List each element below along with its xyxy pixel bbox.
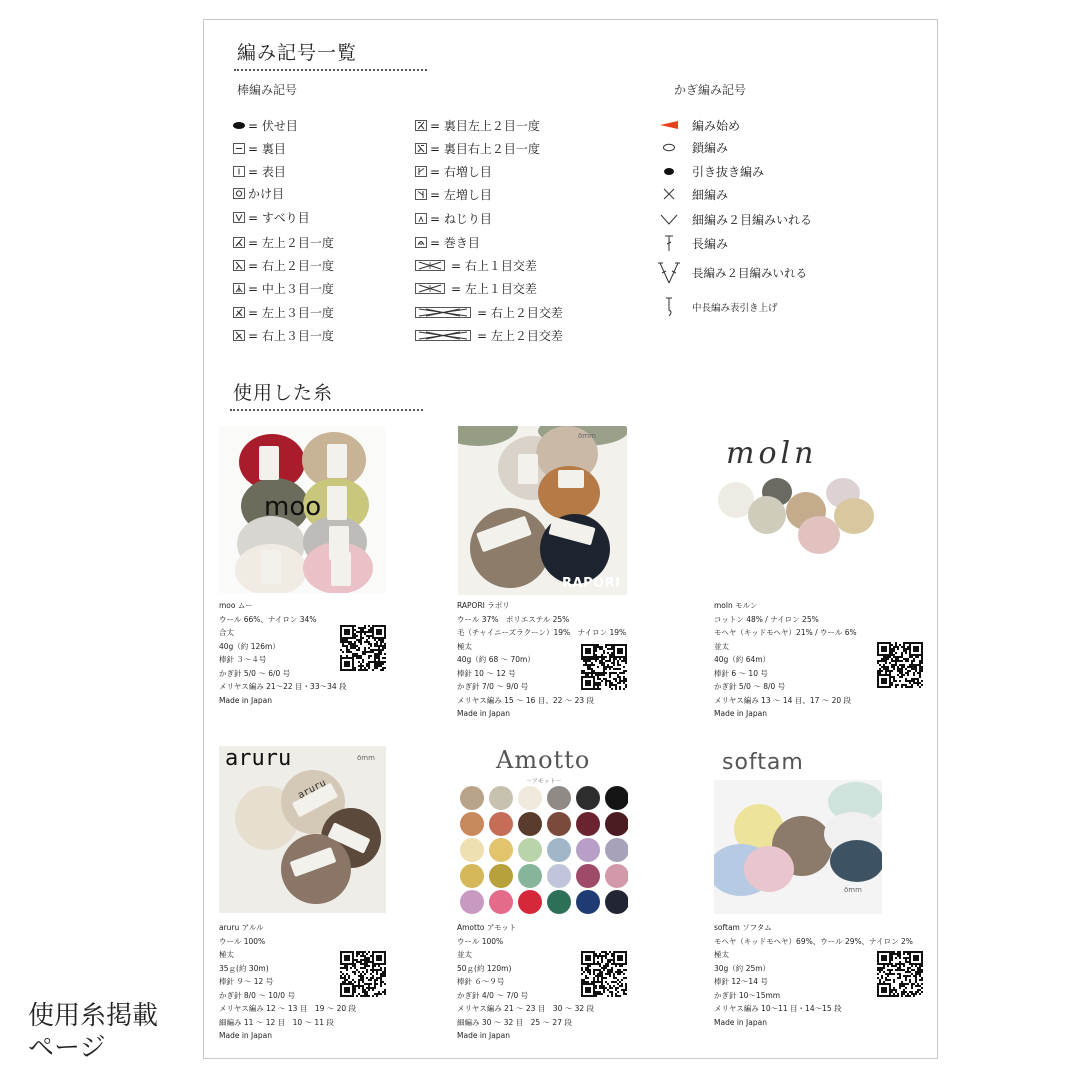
color-swatch-grid bbox=[456, 784, 628, 918]
knit-symbol-row bbox=[415, 234, 480, 250]
chain-stitch-icon bbox=[654, 143, 684, 152]
knit-symbol-row bbox=[233, 280, 334, 296]
crochet-symbol-row bbox=[654, 185, 728, 203]
symbol-label: = 中上３目一度 bbox=[248, 281, 334, 296]
purl-k2tog-icon bbox=[415, 120, 427, 131]
symbol-label: 引き抜き編み bbox=[692, 164, 765, 179]
photo-brand-text: Amotto bbox=[496, 746, 591, 774]
k3tog-icon bbox=[233, 307, 245, 318]
photo-brand-mark: ōmm bbox=[578, 432, 596, 440]
slip-stitch-dot-icon bbox=[654, 167, 684, 176]
qr-code-icon[interactable] bbox=[581, 951, 627, 997]
photo-brand-text: moo bbox=[264, 492, 322, 522]
sk2p-icon bbox=[233, 330, 245, 341]
symbol-label: 編み始め bbox=[692, 118, 741, 133]
crochet-symbol-row bbox=[654, 264, 807, 282]
qr-code-icon[interactable] bbox=[877, 642, 923, 688]
yarn-info-softam: softam ソフタム モヘヤ（キッドモヘヤ）69%、ウール 29%、ナイロン 2% 極太 30g（約 25m） 棒針 12～14 号 かぎ針 10～15mm メリヤス編み 10～11 目・14～15 段 Made in Japan bbox=[714, 923, 913, 1027]
photo-brand-mark: ōmm bbox=[357, 754, 375, 762]
right-increase-icon bbox=[415, 166, 427, 177]
knit-symbol-row bbox=[415, 280, 537, 296]
left-2x2-cross-icon bbox=[415, 330, 471, 341]
photo-brand-text: moln bbox=[726, 436, 818, 471]
twisted-stitch-icon bbox=[415, 213, 427, 224]
knit-symbol-row bbox=[415, 210, 492, 226]
photo-brand-text: aruru bbox=[225, 746, 292, 771]
knit-symbol-row bbox=[415, 117, 540, 133]
yarn-photo-amotto bbox=[456, 746, 628, 918]
backward-loop-icon bbox=[415, 237, 427, 248]
cdd-icon bbox=[233, 283, 245, 294]
symbol-label: = 右増し目 bbox=[430, 164, 492, 179]
symbol-label: 中長編み表引き上げ bbox=[692, 303, 778, 314]
knit-stitch-icon bbox=[233, 166, 245, 177]
ssk-icon bbox=[233, 260, 245, 271]
yarns-title: 使用した糸 bbox=[233, 382, 334, 404]
crochet-symbol-row bbox=[654, 234, 728, 252]
knit-symbol-row bbox=[233, 304, 334, 320]
knit-symbols-heading: 棒編み記号 bbox=[237, 83, 298, 97]
knit-symbol-row bbox=[233, 257, 334, 273]
qr-code-icon[interactable] bbox=[340, 625, 386, 671]
symbol-label: 長編み２目編みいれる bbox=[692, 266, 807, 280]
symbol-label: かけ目 bbox=[248, 186, 285, 201]
yarn-photo-rapori bbox=[458, 426, 627, 595]
start-arrow-icon bbox=[654, 120, 684, 130]
right-1x1-cross-icon bbox=[415, 260, 445, 271]
symbol-label: 細編み bbox=[692, 187, 729, 202]
yarn-info-aruru: aruru アルル ウール 100% 極太 35ｇ(約 30m) 棒針 ９～ 12 号 かぎ針 8/0 ～ 10/0 号 メリヤス編み 12 ～ 13 目 19 ～ 20 段 細編み 11 ～ 12 目 10 ～ 11 段 Made in Japan bbox=[219, 923, 357, 1040]
photo-brand-sub: －アモット－ bbox=[526, 778, 562, 785]
photo-brand-text: softam bbox=[722, 750, 804, 775]
symbol-label: = すべり目 bbox=[248, 210, 310, 225]
knit-symbol-row bbox=[415, 304, 563, 320]
side-caption: 使用糸掲載 ページ bbox=[28, 1001, 159, 1063]
yarn-photo-moln bbox=[714, 426, 882, 576]
yarn-over-icon bbox=[233, 188, 245, 199]
symbol-label: = 巻き目 bbox=[430, 235, 480, 250]
symbol-label: 鎖編み bbox=[692, 140, 729, 155]
yarn-info-amotto: Amotto アモット ウール 100% 並太 50ｇ(約 120m) 棒針 ６～９号 かぎ針 4/0 ～ 7/0 号 メリヤス編み 21 ～ 23 目 30 ～ 32 段 細編み 30 ～ 32 目 25 ～ 27 段 Made in Japan bbox=[457, 923, 595, 1040]
yarn-info-moln: moln モルン コットン 48% / ナイロン 25% モヘヤ（キッドモヘヤ）21% / ウール 6% 並太 40g（約 64m） 棒針 6 ～ 10 号 かぎ針 5/0 ～ 8/0 号 メリヤス編み 13 ～ 14 目、17 ～ 20 段 Made in Japan bbox=[714, 601, 857, 718]
bind-off-icon bbox=[233, 122, 245, 129]
symbol-label: = 右上３目一度 bbox=[248, 328, 334, 343]
symbol-label: = 左上１目交差 bbox=[451, 281, 537, 296]
qr-code-icon[interactable] bbox=[877, 951, 923, 997]
yarn-photo-aruru bbox=[219, 746, 386, 913]
knit-symbol-row bbox=[233, 163, 286, 179]
front-post-hdc-icon bbox=[654, 296, 684, 318]
symbol-label: 細編み２目編みいれる bbox=[692, 212, 813, 227]
symbol-label: = 左上２目交差 bbox=[477, 328, 563, 343]
symbol-label: = 左増し目 bbox=[430, 187, 492, 202]
symbol-label: = 右上１目交差 bbox=[451, 258, 537, 273]
symbol-label: = 右上２目一度 bbox=[248, 258, 334, 273]
knit-symbol-row bbox=[233, 327, 334, 343]
single-crochet-icon bbox=[654, 187, 684, 201]
crochet-symbol-row bbox=[654, 138, 728, 156]
symbols-title: 編み記号一覧 bbox=[237, 42, 358, 64]
symbol-label: = 左上３目一度 bbox=[248, 305, 334, 320]
crochet-symbol-row bbox=[654, 210, 812, 228]
left-increase-icon bbox=[415, 189, 427, 200]
qr-code-icon[interactable] bbox=[581, 644, 627, 690]
symbol-label: 長編み bbox=[692, 236, 729, 251]
symbol-label: = ねじり目 bbox=[430, 211, 492, 226]
crochet-symbol-row bbox=[654, 116, 740, 134]
right-2x2-cross-icon bbox=[415, 307, 471, 318]
symbol-label: = 左上２目一度 bbox=[248, 235, 334, 250]
knit-symbol-row bbox=[233, 117, 298, 133]
symbol-label: = 裏目 bbox=[248, 141, 286, 156]
knit-symbol-row bbox=[415, 257, 537, 273]
qr-code-icon[interactable] bbox=[340, 951, 386, 997]
crochet-symbols-heading: かぎ編み記号 bbox=[674, 83, 747, 97]
yarn-photo-moo bbox=[219, 426, 386, 593]
left-1x1-cross-icon bbox=[415, 283, 445, 294]
k2tog-icon bbox=[233, 237, 245, 248]
knit-symbol-row bbox=[233, 185, 284, 201]
symbol-label: = 裏目右上２目一度 bbox=[430, 141, 540, 156]
title-divider bbox=[234, 69, 427, 71]
symbol-label: = 裏目左上２目一度 bbox=[430, 118, 540, 133]
title-divider bbox=[230, 409, 423, 411]
double-crochet-icon bbox=[654, 234, 684, 252]
symbol-label: = 表目 bbox=[248, 164, 286, 179]
knit-symbol-row bbox=[415, 163, 492, 179]
crochet-symbol-row bbox=[654, 298, 778, 316]
yarn-photo-softam bbox=[714, 746, 882, 914]
dc-increase-icon bbox=[654, 261, 684, 285]
slip-stitch-icon bbox=[233, 212, 245, 223]
knit-symbol-row bbox=[233, 209, 310, 225]
symbol-label: = 右上２目交差 bbox=[477, 305, 563, 320]
purl-stitch-icon bbox=[233, 143, 245, 154]
photo-brand-text: RAPORI bbox=[562, 576, 621, 591]
photo-brand-mark: ōmm bbox=[844, 886, 862, 894]
photo-ball-text: aruru bbox=[296, 777, 328, 802]
catalog-page bbox=[203, 19, 938, 1059]
yarn-info-rapori: RAPORI ラポリ ウール 37% ポリエステル 25% 毛（チャイニーズラクーン）19% ナイロン 19% 極太 40g（約 68 ～ 70m） 棒針 10 ～ 12 号 かぎ針 7/0 ～ 9/0 号 メリヤス編み 15 ～ 16 目、22 ～ 23 段 Made in Japan bbox=[457, 601, 627, 718]
yarn-info-moo: moo ムー ウール 66%、ナイロン 34% 合太 40g（約 126m） 棒針 ３～４号 かぎ針 5/0 ～ 6/0 号 メリヤス編み 21～22 目・33～34 段 Made in Japan bbox=[219, 601, 347, 705]
knit-symbol-row bbox=[415, 186, 492, 202]
knit-symbol-row bbox=[415, 140, 540, 156]
purl-ssk-icon bbox=[415, 143, 427, 154]
knit-symbol-row bbox=[233, 140, 286, 156]
knit-symbol-row bbox=[415, 327, 563, 343]
sc-increase-icon bbox=[654, 212, 684, 226]
crochet-symbol-row bbox=[654, 162, 764, 180]
symbol-label: = 伏せ目 bbox=[248, 118, 298, 133]
knit-symbol-row bbox=[233, 234, 334, 250]
